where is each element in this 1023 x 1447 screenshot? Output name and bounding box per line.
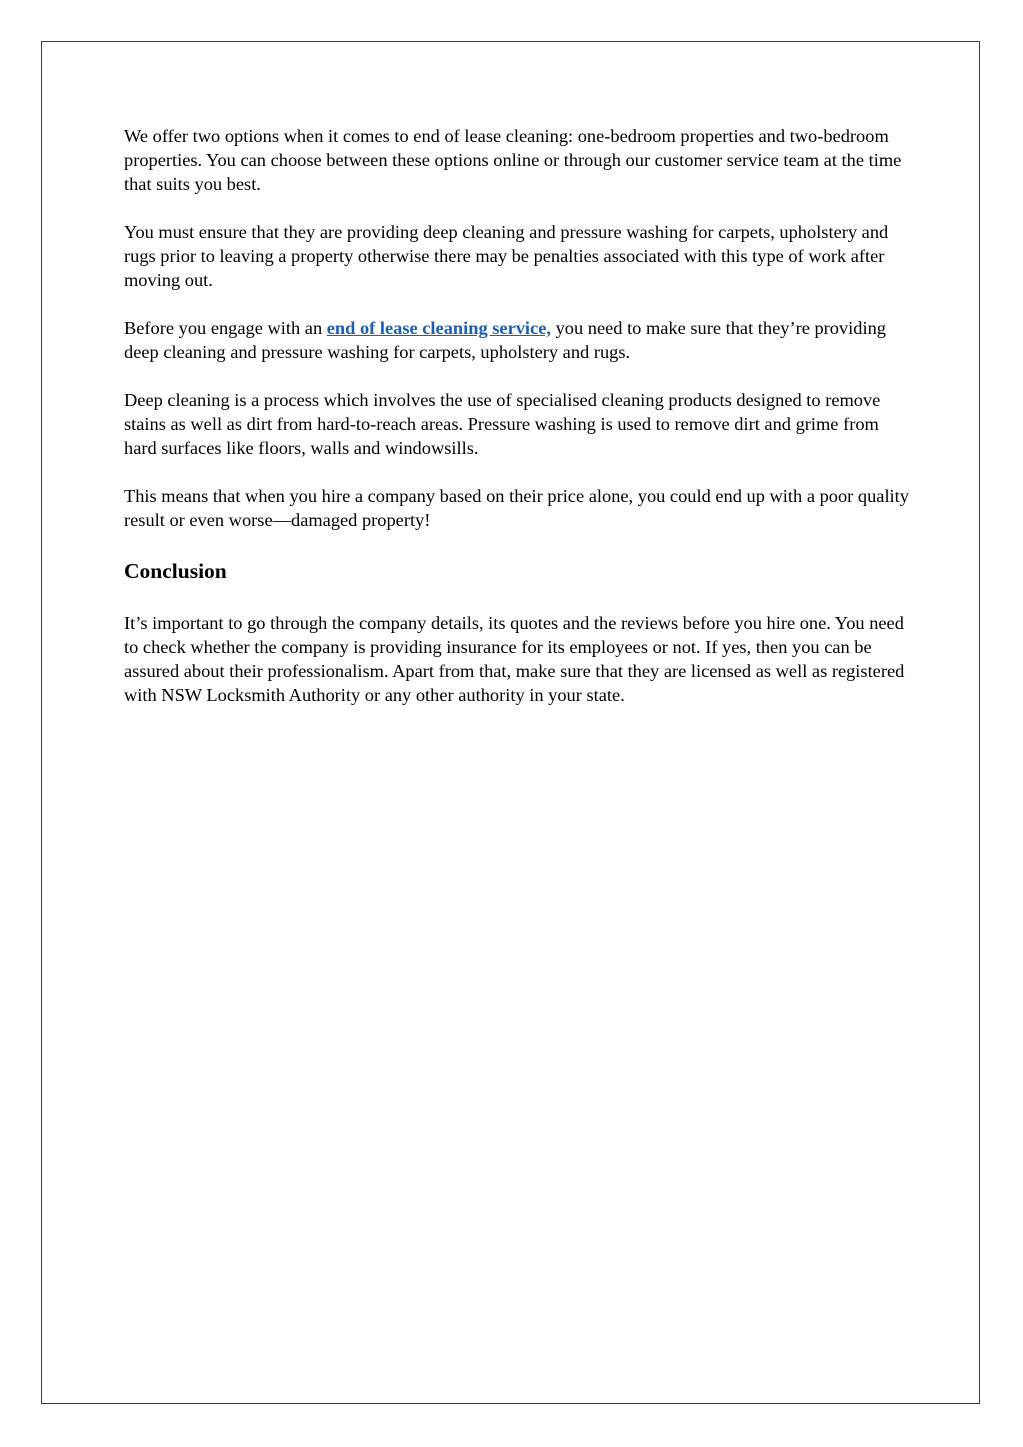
paragraph-ensure-deep-cleaning: You must ensure that they are providing deep cleaning and pressure washing for carpets, upholstery and rugs prior to leaving a property otherwise there may be penalties associated with this type of work after moving out.	[124, 222, 889, 290]
document-body	[124, 124, 909, 731]
conclusion-heading: Conclusion	[124, 559, 227, 583]
paragraph-before-engaging	[124, 316, 909, 364]
paragraph-price-warning: This means that when you hire a company based on their price alone, you could end up with a poor quality result or even worse—damaged property!	[124, 486, 909, 530]
paragraph-text-before-link: Before you engage with an	[124, 318, 327, 338]
end-of-lease-cleaning-link[interactable]: end of lease cleaning service,	[326, 318, 551, 338]
paragraph-text-after-link: you need to make sure that they’re providing deep cleaning and pressure washing for carpets, upholstery and rugs.	[124, 318, 886, 362]
paragraph-deep-cleaning-process: Deep cleaning is a process which involves the use of specialised cleaning products designed to remove stains as well as dirt from hard-to-reach areas. Pressure washing is used to remove dirt and grime from hard surfaces like floors, walls and windowsills.	[124, 390, 881, 458]
paragraph-conclusion: It’s important to go through the company details, its quotes and the reviews before you hire one. You need to check whether the company is providing insurance for its employees or not. If yes, then you can be assured about their professionalism. Apart from that, make sure that they are licensed as well as registered with NSW Locksmith Authority or any other authority in your state.	[124, 613, 905, 705]
paragraph-options: We offer two options when it comes to end of lease cleaning: one-bedroom properties and two-bedroom properties. You can choose between these options online or through our customer service team at the time that suits you best.	[124, 126, 902, 194]
